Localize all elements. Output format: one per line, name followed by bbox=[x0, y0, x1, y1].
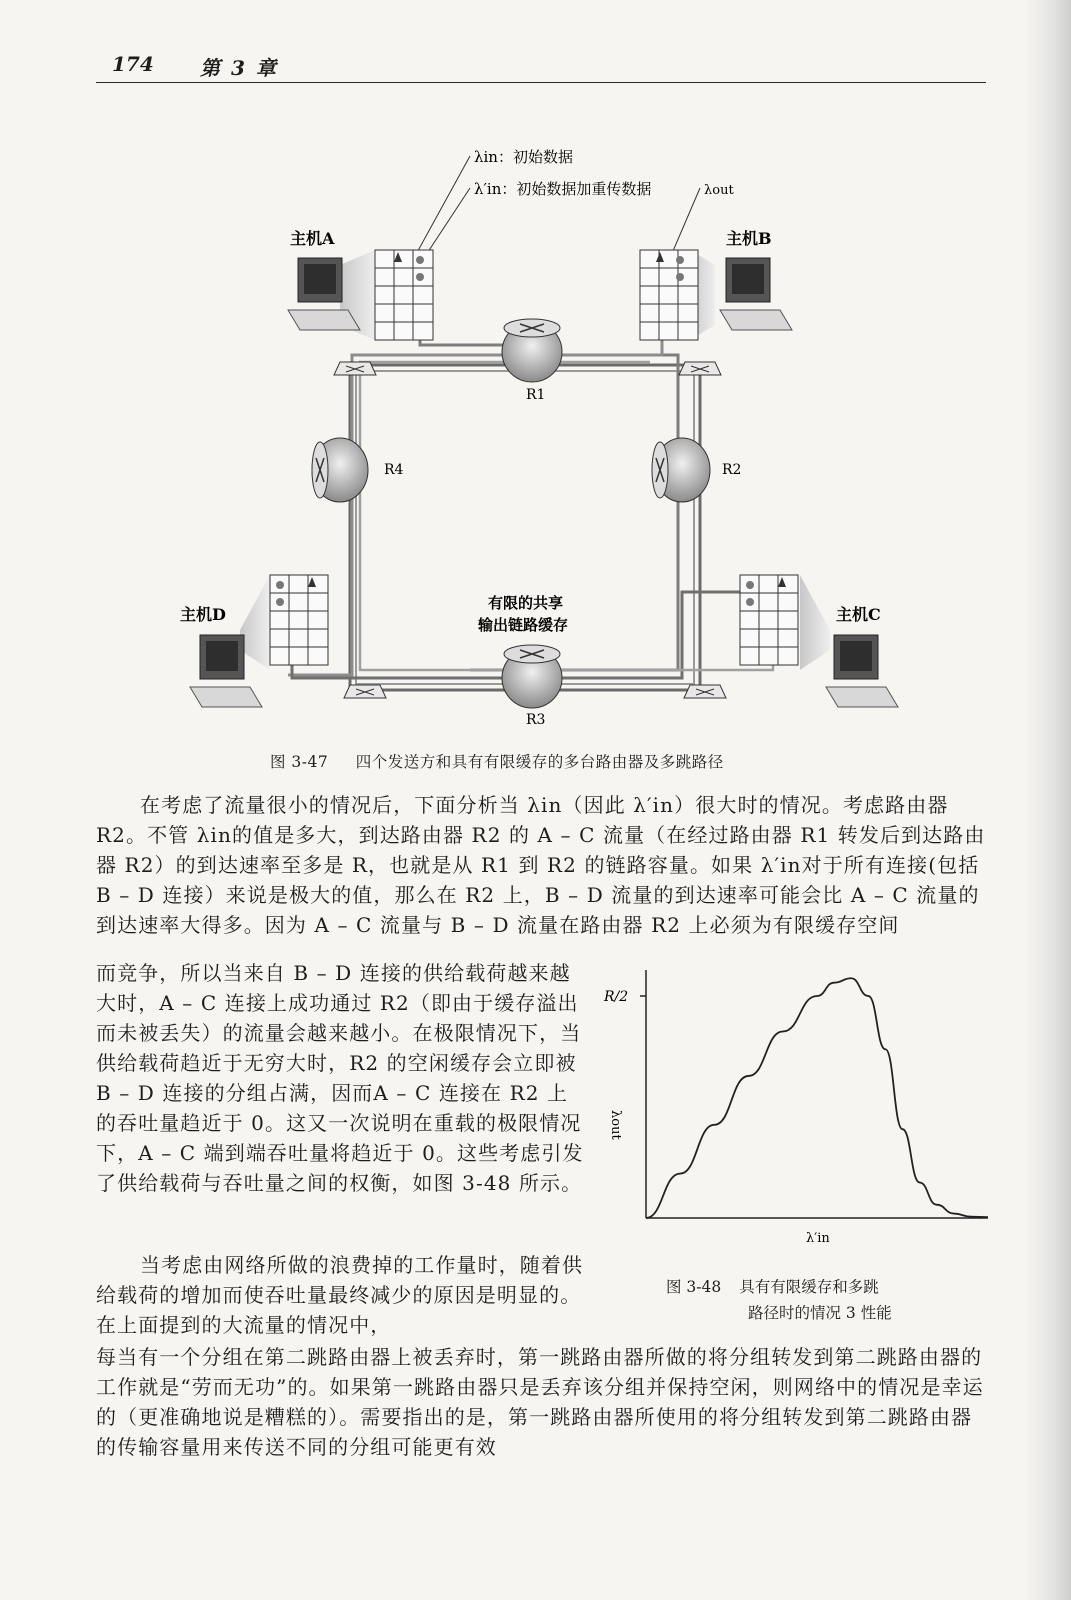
router-icon-r4 bbox=[312, 438, 368, 502]
computer-icon-host-b bbox=[720, 258, 792, 330]
switch-icon-se bbox=[684, 685, 726, 698]
buffer-host-c bbox=[740, 575, 798, 665]
router-r3-label: R3 bbox=[526, 712, 546, 728]
router-icon-r3 bbox=[502, 645, 562, 708]
page-number: 174 bbox=[112, 52, 154, 76]
series-line-throughput bbox=[646, 978, 988, 1218]
paragraph-3: 当考虑由网络所做的浪费掉的工作量时，随着供给载荷的增加而使吞吐量最终减少的原因是明显的。在上面提到的大流量的情况中， bbox=[96, 1253, 584, 1337]
shared-buffer-label-line2: 输出链路缓存 bbox=[478, 616, 569, 634]
shared-buffer-label-line1: 有限的共享 bbox=[488, 594, 564, 612]
y-tick-label-r-half: R/2 bbox=[604, 989, 629, 1005]
host-c-label: 主机C bbox=[836, 605, 881, 624]
link-ring-outer bbox=[350, 365, 700, 690]
page-edge-shadow bbox=[1025, 0, 1071, 1600]
page-header bbox=[96, 48, 986, 83]
legend-pointer-lambda-in bbox=[414, 156, 470, 258]
chapter-title: 第 3 章 bbox=[200, 56, 278, 80]
buffer-host-d bbox=[270, 575, 328, 665]
x-axis-label: λ′in bbox=[806, 1231, 830, 1246]
legend-lambda-in-prime: λ′in：初始数据加重传数据 bbox=[474, 180, 652, 198]
router-r1-label: R1 bbox=[526, 387, 546, 403]
switch-icon-nw bbox=[334, 362, 376, 375]
figure-3-48-chart bbox=[590, 960, 1000, 1250]
shadow-host-c bbox=[800, 575, 830, 670]
host-d-label: 主机D bbox=[180, 605, 226, 624]
figure-3-48-number: 图 3-48 bbox=[666, 1278, 722, 1296]
computer-icon-host-c bbox=[826, 635, 898, 707]
host-b-label: 主机B bbox=[726, 229, 772, 248]
figure-3-48-caption bbox=[666, 1274, 892, 1326]
figure-3-47-network-diagram bbox=[170, 130, 930, 740]
legend-lambda-out: λout bbox=[704, 183, 734, 198]
switch-icon-sw bbox=[344, 685, 386, 698]
paragraph-2: 而竞争，所以当来自 B – D 连接的供给载荷越来越大时，A – C 连接上成功通过 R2（即由于缓存溢出而未被丢失）的流量会越来越小。在极限情况下，当供给载荷趋近于无穷大时，R2 的空闲缓存会立即被 B – D 连接的分组占满，因而A – C 连接在 R2 上的吞吐量趋近于 0。这又一次说明在重载的极限情况下，A – C 端到端吞吐量将趋近于 0。这些考虑引发了供给载荷与吞吐量之间的权衡，如图 3-48 所示。 bbox=[96, 961, 584, 1195]
figure-3-47-title: 四个发送方和具有有限缓存的多台路由器及多跳路径 bbox=[355, 753, 724, 771]
figure-3-47-number: 图 3-47 bbox=[270, 753, 329, 771]
router-r4-label: R4 bbox=[384, 462, 404, 478]
router-icon-r2 bbox=[652, 438, 710, 502]
paragraph-4: 每当有一个分组在第二跳路由器上被丢弃时，第一跳路由器所做的将分组转发到第二跳路由器的工作就是“劳而无功”的。如果第一跳路由器只是丢弃该分组并保持空闲，则网络中的情况是幸运的（更准确地说是糟糕的）。需要指出的是，第一跳路由器所使用的将分组转发到第二跳路由器的传输容量用来传送不同的分组可能更有效 bbox=[96, 1345, 984, 1459]
router-r2-label: R2 bbox=[722, 462, 742, 478]
switch-icon-ne bbox=[679, 362, 721, 375]
link-ring-inner bbox=[356, 371, 694, 684]
y-axis-label: λout bbox=[608, 1110, 623, 1140]
legend-lambda-in: λin：初始数据 bbox=[474, 148, 573, 166]
host-a-label: 主机A bbox=[290, 229, 335, 248]
paragraph-1: 在考虑了流量很小的情况后，下面分析当 λin（因此 λ′in）很大时的情况。考虑路由器 R2。不管 λin的值是多大，到达路由器 R2 的 A – C 流量（在经过路由器 R1 转发后到达路由器 R2）的到达速率至多是 R，也就是从 R1 到 R2 的链路容量。如果 λ′in对于所有连接(包括 B – D 连接）来说是极大的值，那么在 R2 上，B – D 流量的到达速率可能会比 A – C 流量的到达速率大得多。因为 A – C 流量与 B – D 流量在路由器 R2 上必须为有限缓存空间 bbox=[96, 793, 986, 937]
legend-pointer-lambda-out bbox=[670, 188, 700, 258]
buffer-host-b bbox=[640, 250, 698, 340]
buffer-host-a bbox=[375, 250, 433, 340]
figure-3-47-caption bbox=[270, 750, 724, 772]
figure-3-48-title-line1: 具有有限缓存和多跳 bbox=[739, 1278, 879, 1296]
figure-3-48-title-line2: 路径时的情况 3 性能 bbox=[748, 1304, 892, 1322]
router-icon-r1 bbox=[502, 319, 562, 382]
